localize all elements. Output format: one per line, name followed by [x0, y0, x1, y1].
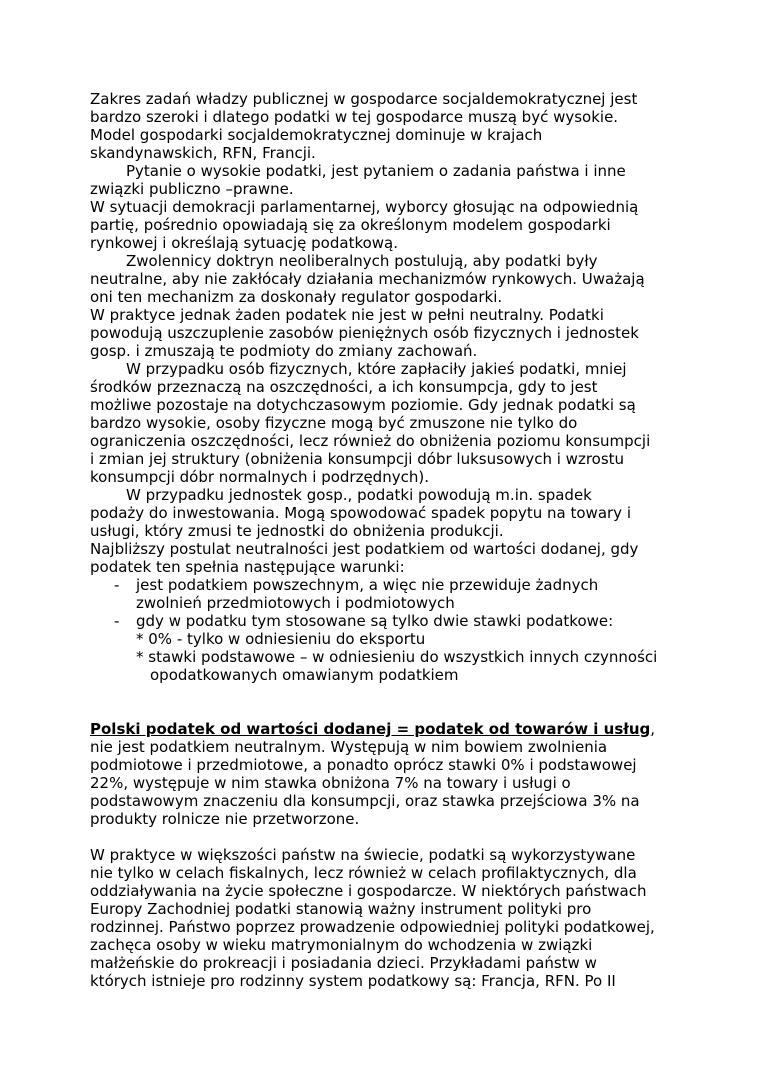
text-line: nie tylko w celach fiskalnych, lecz również w celach profilaktycznych, dla — [90, 864, 637, 882]
text-line: Najbliższy postulat neutralności jest podatkiem od wartości dodanej, gdy — [90, 540, 639, 558]
text-line: podstawowym znaczeniu dla konsumpcji, oraz stawka przejściowa 3% na — [90, 792, 640, 810]
text-line: Model gospodarki socjaldemokratycznej dominuje w krajach — [90, 126, 543, 144]
text-line: 22%, występuje w nim stawka obniżona 7% na towary i usługi o — [90, 774, 571, 792]
text-line: usługi, który zmusi te jednostki do obniżenia produkcji. — [90, 522, 504, 540]
list-item — [90, 576, 682, 594]
text-line: bardzo szeroki i dlatego podatki w tej gospodarce muszą być wysokie. — [90, 108, 619, 126]
blank-line — [90, 684, 682, 702]
sub-list-item: * 0% - tylko w odniesieniu do eksportu — [136, 630, 426, 648]
text-line: zachęca osoby w wieku matrymonialnym do wchodzenia w związki — [90, 936, 593, 954]
text-line: Zakres zadań władzy publicznej w gospodarce socjaldemokratycznej jest — [90, 90, 638, 108]
paragraph-10 — [90, 846, 682, 990]
heading-tail: , — [650, 720, 656, 738]
text-line: których istnieje pro rodzinny system podatkowy są: Francja, RFN. Po II — [90, 972, 616, 990]
paragraph-2 — [90, 162, 682, 198]
text-line: W przypadku jednostek gosp., podatki powodują m.in. spadek — [126, 486, 592, 504]
section-heading: Polski podatek od wartości dodanej = podatek od towarów i usług — [90, 720, 651, 738]
blank-line — [90, 702, 682, 720]
text-line: małżeńskie do prokreacji i posiadania dzieci. Przykładami państw w — [90, 954, 597, 972]
paragraph-9 — [90, 720, 682, 828]
paragraph-3 — [90, 198, 682, 252]
text-line: powodują uszczuplenie zasobów pieniężnych osób fizycznych i jednostek — [90, 324, 639, 342]
text-line: podatek ten spełnia następujące warunki: — [90, 558, 405, 576]
list-item-text: jest podatkiem powszechnym, a więc nie przewiduje żadnych — [136, 576, 599, 594]
text-line: podaży do inwestowania. Mogą spowodować spadek popytu na towary i — [90, 504, 631, 522]
text-line: oni ten mechanizm za doskonały regulator gospodarki. — [90, 288, 503, 306]
dash-bullet: - — [114, 576, 120, 594]
text-line: skandynawskich, RFN, Francji. — [90, 144, 316, 162]
text-line: i zmian jej struktury (obniżenia konsumpcji dóbr luksusowych i wzrostu — [90, 450, 625, 468]
text-line: partię, pośrednio opowiadają się za określonym modelem gospodarki — [90, 216, 611, 234]
text-line: rynkowej i określają sytuację podatkową. — [90, 234, 399, 252]
text-line: Europy Zachodniej podatki stanowią ważny instrument polityki pro — [90, 900, 592, 918]
conditions-list — [90, 576, 682, 684]
text-line: neutralne, aby nie zakłócały działania mechanizmów rynkowych. Uważają — [90, 270, 645, 288]
paragraph-1 — [90, 90, 682, 162]
text-line: Zwolennicy doktryn neoliberalnych postulują, aby podatki były — [126, 252, 598, 270]
document-page — [90, 90, 682, 990]
text-line: bardzo wysokie, osoby fizyczne mogą być zmuszone nie tylko do — [90, 414, 578, 432]
text-line: związki publiczno –prawne. — [90, 180, 294, 198]
text-line: W praktyce jednak żaden podatek nie jest w pełni neutralny. Podatki — [90, 306, 604, 324]
paragraph-6 — [90, 360, 682, 486]
heading-line — [90, 720, 682, 738]
text-line: nie jest podatkiem neutralnym. Występują w nim bowiem zwolnienia — [90, 738, 608, 756]
text-line: środków przeznaczą na oszczędności, a ich konsumpcja, gdy to jest — [90, 378, 598, 396]
list-item — [90, 612, 682, 630]
text-line: rodzinnej. Państwo poprzez prowadzenie odpowiedniej polityki podatkowej, — [90, 918, 655, 936]
sub-list-item: * stawki podstawowe – w odniesieniu do wszystkich innych czynności — [136, 648, 658, 666]
text-line: oddziaływania na życie społeczne i gospodarcze. W niektórych państwach — [90, 882, 647, 900]
text-line: W sytuacji demokracji parlamentarnej, wyborcy głosując na odpowiednią — [90, 198, 639, 216]
text-line: W praktyce w większości państw na świecie, podatki są wykorzystywane — [90, 846, 636, 864]
text-line: gosp. i zmuszają te podmioty do zmiany zachowań. — [90, 342, 478, 360]
paragraph-5 — [90, 306, 682, 360]
text-line: produkty rolnicze nie przetworzone. — [90, 810, 360, 828]
dash-bullet: - — [114, 612, 120, 630]
paragraph-4 — [90, 252, 682, 306]
list-item-text: gdy w podatku tym stosowane są tylko dwie stawki podatkowe: — [136, 612, 614, 630]
text-line: możliwe pozostaje na dotychczasowym poziomie. Gdy jednak podatki są — [90, 396, 636, 414]
text-line: ograniczenia oszczędności, lecz również do obniżenia poziomu konsumpcji — [90, 432, 651, 450]
text-line: Pytanie o wysokie podatki, jest pytaniem o zadania państwa i inne — [126, 162, 626, 180]
text-line: podmiotowe i przedmiotowe, a ponadto oprócz stawki 0% i podstawowej — [90, 756, 637, 774]
text-line: konsumpcji dóbr normalnych i podrzędnych). — [90, 468, 429, 486]
paragraph-8 — [90, 540, 682, 576]
paragraph-7 — [90, 486, 682, 540]
blank-line — [90, 828, 682, 846]
sub-list-item-continuation: opodatkowanych omawianym podatkiem — [150, 666, 459, 684]
list-item-continuation: zwolnień przedmiotowych i podmiotowych — [136, 594, 455, 612]
text-line: W przypadku osób fizycznych, które zapłaciły jakieś podatki, mniej — [126, 360, 627, 378]
